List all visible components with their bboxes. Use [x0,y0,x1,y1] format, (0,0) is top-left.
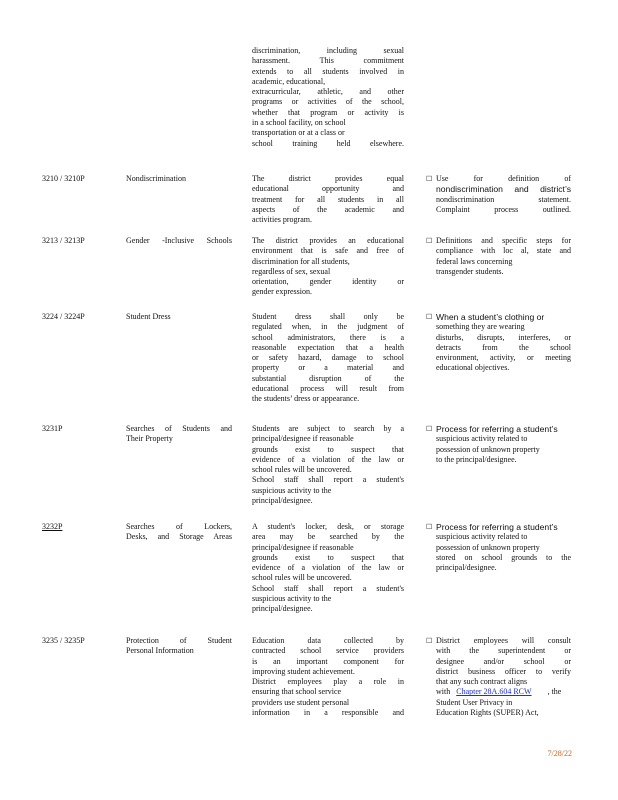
text-line: grounds exist to suspect that [252,552,404,562]
text-line: principal/designee if reasonable [252,434,354,444]
text-line: Protection of Student [126,636,232,645]
text-line: Student dress shall only be [252,312,404,321]
text-line: possession of unknown property [436,444,540,454]
text-line: School staff shall report a student's [252,583,404,593]
rcw-chapter-link[interactable]: Chapter 28A.604 RCW [456,687,532,697]
text-line: educational process will result from [252,384,404,394]
text-line: Process for referring a student’s [436,522,558,532]
text-line: principal/designee. [252,604,313,614]
text-line: designee and/or school or [436,656,571,666]
text-line: providers use student personal [252,697,350,707]
policy-code: 3224 / 3224P [42,312,85,321]
text-line: to the principal/designee. [436,454,517,464]
text-fragment: with [436,687,451,697]
text-line: aspects of the academic and [252,204,404,214]
text-line: Definitions and specific steps for [436,236,571,245]
text-line: treatment for all students in all [252,194,404,204]
text-line: disturbs, disrupts, interferes, or [436,332,571,342]
policy-title [126,636,232,657]
text-line: whether that program or activity is [252,107,404,117]
text-line: nondiscrimination and district’s [436,184,571,195]
policy-description [252,236,404,298]
text-line: Searches of Students and [126,424,232,433]
text-line: suspicious activity related to [436,532,528,542]
text-line: nondiscrimination statement. [436,194,571,204]
text-line: Student Dress [126,312,171,321]
text-line: regulated when, in the judgment of [252,322,404,332]
text-line: suspicious activity related to [436,434,528,444]
policy-description [252,522,404,615]
text-line: in a school facility, on school [252,118,346,128]
text-line: The district provides an educational [252,236,404,245]
text-line: Their Property [126,434,173,444]
text-line: orientation, gender identity or [252,277,404,287]
text-line: evidence of a violation of the law or [252,454,404,464]
policy-code: 3213 / 3213P [42,236,85,245]
policy-code: 3235 / 3235P [42,636,85,645]
text-line: something they are wearing [436,322,525,332]
policy-notes [426,312,571,374]
text-line: is an important component for [252,656,404,666]
text-line: extracurricular, athletic, and other [252,87,404,97]
text-line: Personal Information [126,646,194,656]
text-line: environment, activity, or meeting [436,353,571,363]
text-line: Student User Privacy in [436,697,513,707]
text-line: contracted school service providers [252,646,404,656]
text-line: detracts from the school [436,342,571,352]
policy-code: 3231P [42,424,63,433]
checkbox-bullet-icon: ☐ [426,425,433,433]
text-line: discrimination for all students, [252,256,350,266]
text-line: Education data collected by [252,636,404,645]
policy-notes [426,522,571,573]
policy-title [126,174,232,184]
text-line: compliance with loc al, state and [436,246,571,256]
text-line: educational objectives. [436,363,510,373]
text-line: the students’ dress or appearance. [252,394,360,404]
policy-notes [426,636,571,718]
text-line: District employees play a role in [252,677,404,687]
text-line: district business officer to verify [436,666,571,676]
checkbox-bullet-icon: ☐ [426,175,433,183]
text-line: District employees will consult [436,636,571,645]
text-line: reasonable expectation that a health [252,342,404,352]
text-line [426,687,571,697]
policy-description [252,424,404,506]
text-line: extends to all students involved in [252,66,404,76]
checkbox-bullet-icon: ☐ [426,237,433,245]
text-line: property or a material and [252,363,404,373]
text-line: regardless of sex, sexual [252,266,331,276]
text-line: When a student’s clothing or [436,312,545,322]
text-line: possession of unknown property [436,542,540,552]
text-line: principal/designee if reasonable [252,542,354,552]
text-line: area may be searched by the [252,532,404,542]
text-line: harassment. This commitment [252,56,404,66]
policy-description [252,174,404,225]
text-line: activities program. [252,215,312,225]
text-line: Education Rights (SUPER) Act, [436,708,539,718]
checkbox-bullet-icon: ☐ [426,523,433,531]
text-line: suspicious activity to the [252,594,332,604]
text-line: Desks, and Storage Areas [126,532,232,542]
text-line: evidence of a violation of the law or [252,563,404,573]
policy-code: 3210 / 3210P [42,174,85,183]
text-line: Nondiscrimination [126,174,186,183]
text-line: transportation or at a class or [252,128,345,138]
text-line: or safety hazard, damage to school [252,353,404,363]
text-line: substantial disruption of the [252,373,404,383]
checkbox-bullet-icon: ☐ [426,313,433,321]
text-line: transgender students. [436,266,504,276]
text-line: that any such contract aligns [436,677,528,687]
text-line: environment that is safe and free of [252,246,404,256]
text-line: suspicious activity to the [252,485,332,495]
text-line: Students are subject to search by a [252,424,404,433]
text-line: Process for referring a student’s [436,424,558,434]
policy-title [126,312,232,322]
text-line: Use for definition of [436,174,571,183]
text-line: A student's locker, desk, or storage [252,522,404,531]
text-line: Gender -Inclusive Schools [126,236,232,245]
text-line: educational opportunity and [252,184,404,194]
text-line: programs or activities of the school, [252,97,404,107]
text-line: Searches of Lockers, [126,522,232,531]
policy-notes [426,424,571,465]
text-line: with the superintendent or [436,646,571,656]
text-line: federal laws concerning [436,256,513,266]
policy-title [126,236,232,246]
text-line: school rules will be uncovered. [252,573,352,583]
text-line: improving student achievement. [252,666,355,676]
text-fragment: , the [547,687,562,697]
text-line: gender expression. [252,287,312,297]
text-line: school training held elsewhere. [252,138,404,148]
page-footer-date: 7/28/22 [547,749,572,758]
text-line: stored on school grounds to the [436,552,571,562]
policy-notes [426,236,571,277]
text-line: principal/designee. [436,563,497,573]
policy-description [252,636,404,718]
text-line: principal/designee. [252,496,313,506]
policy-description [252,312,404,405]
text-line: Complaint process outlined. [436,204,571,214]
text-line: school rules will be uncovered. [252,465,352,475]
policy-title [126,424,232,445]
text-line: school administrators, there is a [252,332,404,342]
text-line: grounds exist to suspect that [252,444,404,454]
text-line: The district provides equal [252,174,404,183]
policy-code-link[interactable]: 3232P [42,522,63,531]
policy-notes [426,174,571,215]
policy-title [126,522,232,543]
checkbox-bullet-icon: ☐ [426,637,433,645]
text-line: School staff shall report a student's [252,475,404,485]
carryover-description [252,46,404,149]
text-line: discrimination, including sexual [252,46,404,55]
text-line: ensuring that school service [252,687,342,697]
text-line: academic, educational, [252,76,326,86]
text-line: information in a responsible and [252,708,404,718]
